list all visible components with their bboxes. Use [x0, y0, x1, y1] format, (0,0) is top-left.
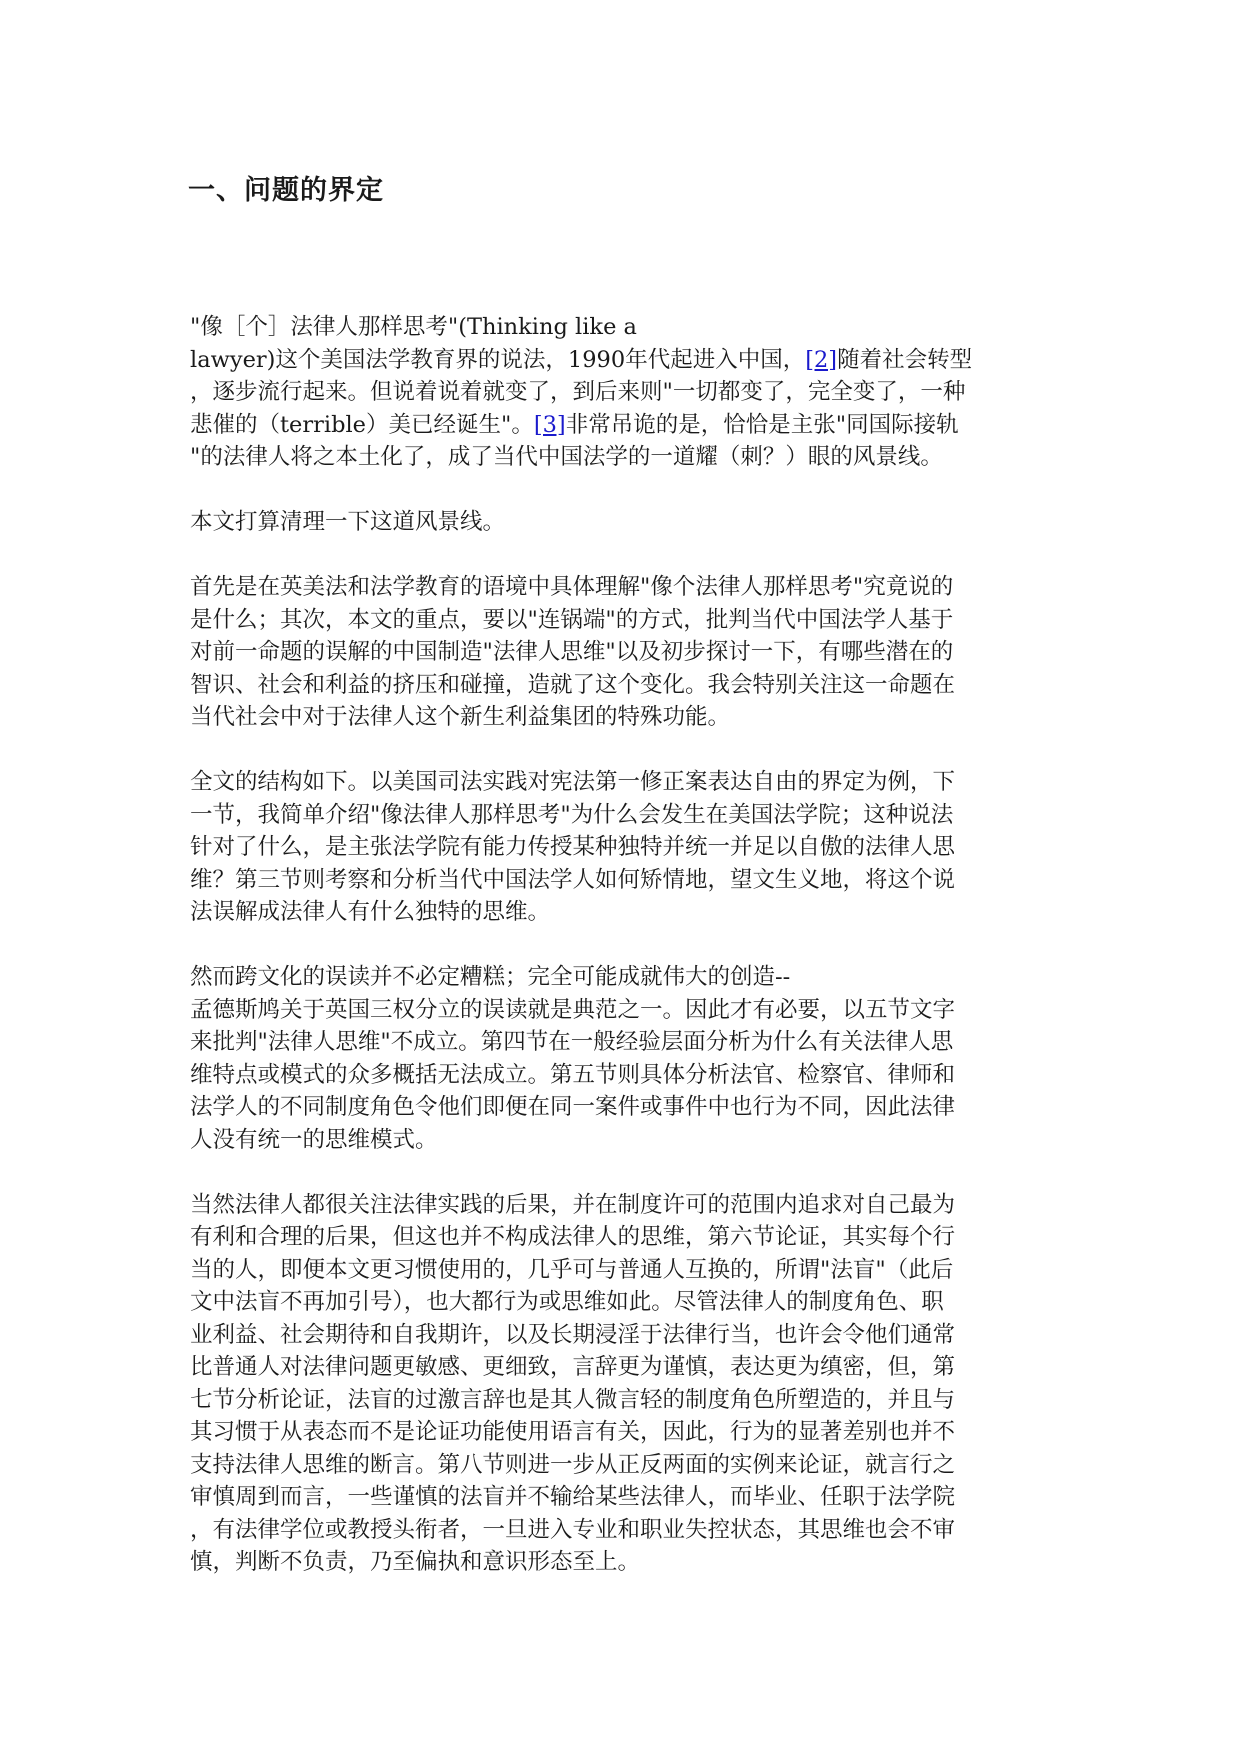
text-line: 审慎周到而言，一些谨慎的法盲并不输给某些法律人，而毕业、任职于法学院 — [190, 1484, 956, 1510]
text-fragment: 非常吊诡的是，恰恰是主张"同国际接轨 — [565, 411, 959, 438]
text-fragment: lawyer)这个美国法学教育界的说法，1990年代起进入中国， — [190, 346, 806, 373]
paragraph-1 — [190, 311, 1052, 474]
text-line: 比普通人对法律问题更敏感、更细致，言辞更为谨慎，表达更为缜密，但，第 — [190, 1354, 956, 1380]
paragraph-3 — [190, 571, 1052, 734]
text-line: 来批判"法律人思维"不成立。第四节在一般经验层面分析为什么有关法律人思 — [190, 1029, 954, 1055]
text-line: "像［个］法律人那样思考"(Thinking like a — [190, 314, 637, 340]
text-line: 维特点或模式的众多概括无法成立。第五节则具体分析法官、检察官、律师和 — [190, 1061, 956, 1088]
text-fragment: 随着社会转型 — [837, 346, 973, 373]
text-line: 全文的结构如下。以美国司法实践对宪法第一修正案表达自由的界定为例，下 — [190, 769, 956, 795]
text-line: 首先是在英美法和法学教育的语境中具体理解"像个法律人那样思考"究竟说的 — [190, 574, 954, 600]
paragraph-5 — [190, 961, 1052, 1156]
text-line: 本文打算清理一下这道风景线。 — [190, 509, 506, 535]
footnote-link-2[interactable]: [2] — [805, 346, 838, 373]
text-line — [190, 344, 1052, 377]
text-line: ，逐步流行起来。但说着说着就变了，到后来则"一切都变了，完全变了，一种 — [190, 379, 966, 405]
text-line: "的法律人将之本土化了，成了当代中国法学的一道耀（刺？）眼的风景线。 — [190, 444, 943, 470]
text-line: 当然法律人都很关注法律实践的后果，并在制度许可的范围内追求对自己最为 — [190, 1191, 956, 1218]
text-fragment: 悲催的（terrible）美已经诞生"。 — [190, 411, 534, 438]
footnote-link-3[interactable]: [3] — [533, 411, 566, 438]
text-line: 法误解成法律人有什么独特的思维。 — [190, 899, 551, 925]
text-line: 其习惯于从表态而不是论证功能使用语言有关，因此，行为的显著差别也并不 — [190, 1419, 956, 1445]
text-line: 有利和合理的后果，但这也并不构成法律人的思维，第六节论证，其实每个行 — [190, 1224, 956, 1250]
text-line: 维？第三节则考察和分析当代中国法学人如何矫情地，望文生义地，将这个说 — [190, 866, 956, 893]
text-line: 支持法律人思维的断言。第八节则进一步从正反两面的实例来论证，就言行之 — [190, 1451, 956, 1478]
text-line: 业利益、社会期待和自我期许，以及长期浸淫于法律行当，也许会令他们通常 — [190, 1321, 956, 1348]
text-line: 当的人，即便本文更习惯使用的，几乎可与普通人互换的，所谓"法盲"（此后 — [190, 1256, 954, 1283]
paragraph-2 — [190, 506, 1052, 539]
text-line: 法学人的不同制度角色令他们即便在同一案件或事件中也行为不同，因此法律 — [190, 1094, 956, 1120]
text-line: 当代社会中对于法律人这个新生利益集团的特殊功能。 — [190, 704, 731, 730]
text-line: 然而跨文化的误读并不必定糟糕；完全可能成就伟大的创造-- — [190, 964, 791, 990]
text-line: 七节分析论证，法盲的过激言辞也是其人微言轻的制度角色所塑造的，并且与 — [190, 1386, 956, 1413]
text-line: 对前一命题的误解的中国制造"法律人思维"以及初步探讨一下，有哪些潜在的 — [190, 639, 954, 665]
text-line: 慎，判断不负责，乃至偏执和意识形态至上。 — [190, 1549, 641, 1575]
text-line: 孟德斯鸠关于英国三权分立的误读就是典范之一。因此才有必要，以五节文字 — [190, 996, 956, 1023]
text-line: 是什么；其次，本文的重点，要以"连锅端"的方式，批判当代中国法学人基于 — [190, 606, 954, 633]
text-line: 针对了什么，是主张法学院有能力传授某种独特并统一并足以自傲的法律人思 — [190, 834, 956, 860]
text-line — [190, 409, 1052, 442]
document-body — [190, 311, 1052, 1579]
text-line: ，有法律学位或教授头衔者，一旦进入专业和职业失控状态，其思维也会不审 — [190, 1516, 956, 1543]
text-line: 文中法盲不再加引号），也大都行为或思维如此。尽管法律人的制度角色、职 — [190, 1289, 944, 1315]
paragraph-6 — [190, 1189, 1052, 1579]
section-heading: 一、问题的界定 — [188, 175, 384, 206]
text-line: 智识、社会和利益的挤压和碰撞，造就了这个变化。我会特别关注这一命题在 — [190, 671, 956, 698]
paragraph-4 — [190, 766, 1052, 929]
text-line: 一节，我简单介绍"像法律人那样思考"为什么会发生在美国法学院；这种说法 — [190, 801, 954, 828]
text-line: 人没有统一的思维模式。 — [190, 1126, 438, 1153]
